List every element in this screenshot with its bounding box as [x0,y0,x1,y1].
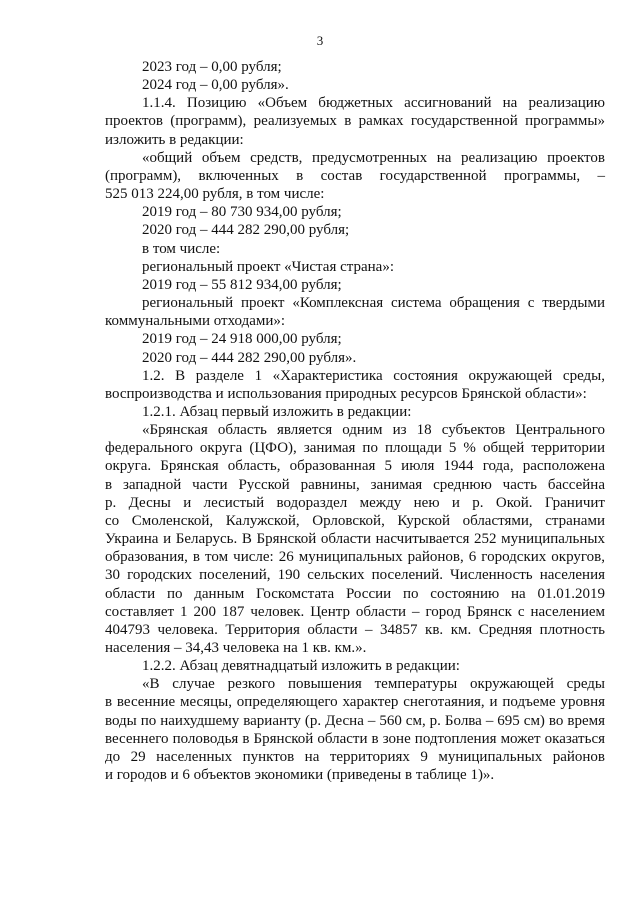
text-line: воспроизводства и использования природных ресурсов Брянской области»: [105,385,587,402]
text-line: весеннего половодья в Брянской области в зоне подтопления может оказаться [105,730,605,747]
document-body [105,58,605,784]
text-line: 2019 год – 55 812 934,00 рубля; [142,276,342,293]
text-line: в том числе: [142,240,221,257]
text-line: образования, в том числе: 26 муниципальных районов, 6 городских округов, [105,549,605,566]
text-line: федерального округа (ЦФО), занимая по площади 5 % общей территории [105,440,605,457]
text-line: изложить в редакции: [105,131,244,148]
text-line: округа. Брянская область, образованная 5 июля 1944 года, расположена [105,458,605,475]
text-line: коммунальными отходами»: [105,313,286,330]
text-line: 1.2. В разделе 1 «Характеристика состояния окружающей среды, [142,367,605,384]
text-line: «общий объем средств, предусмотренных на реализацию проектов [142,149,605,166]
text-line: в весенние месяцы, определяющего характер снеготаяния, и подъеме уровня [105,694,605,711]
text-line: региональный проект «Комплексная система обращения с твердыми [142,295,605,312]
text-line: воды по наихудшему варианту (р. Десна – 560 см, р. Болва – 695 см) во время [105,712,605,729]
text-line: «Брянская область является одним из 18 субъектов Центрального [142,422,605,439]
text-line: 2020 год – 444 282 290,00 рубля; [142,222,350,239]
text-line: Украина и Беларусь. В Брянской области насчитывается 252 муниципальных [105,531,605,548]
text-line: 525 013 224,00 рубля, в том числе: [105,186,325,203]
text-line: до 29 населенных пунктов на территориях 9 муниципальных районов [105,748,605,765]
page-number: 3 [316,33,324,48]
text-line: и городов и 6 объектов экономики (приведены в таблице 1)». [105,767,495,784]
text-line: населения – 34,43 человека на 1 кв. км.». [105,640,367,656]
text-line: 1.2.2. Абзац девятнадцатый изложить в редакции: [142,658,460,675]
text-line: области по данным Госкомстата России по состоянию на 01.01.2019 [105,585,605,602]
text-line: проектов (программ), реализуемых в рамках государственной программы» [105,113,605,130]
text-line: 404793 человека. Территория области – 34857 кв. км. Средняя плотность [105,621,605,638]
text-line: региональный проект «Чистая страна»: [142,258,395,275]
text-line: составляет 1 200 187 человек. Центр области – город Брянск с населением [105,603,605,620]
text-line: 2020 год – 444 282 290,00 рубля». [142,349,357,366]
text-line: 2019 год – 80 730 934,00 рубля; [142,204,342,221]
text-line: 1.2.1. Абзац первый изложить в редакции: [142,403,412,420]
text-line: р. Десны и лесистый водораздел между нею и р. Окой. Граничит [105,494,605,511]
text-line: в западной части Русской равнины, занимая среднюю часть бассейна [105,476,605,493]
text-line: 2024 год – 0,00 рубля». [142,77,289,94]
text-line: 2019 год – 24 918 000,00 рубля; [142,331,342,348]
text-line: 1.1.4. Позицию «Объем бюджетных ассигнований на реализацию [142,95,605,112]
text-line: со Смоленской, Калужской, Орловской, Курской областями, странами [105,512,605,529]
text-line: (программ), включенных в состав государственной программы, – [105,167,605,184]
text-line: 2023 год – 0,00 рубля; [142,59,282,75]
text-line: «В случае резкого повышения температуры окружающей среды [142,676,605,693]
text-line: 30 городских поселений, 190 сельских поселений. Численность населения [105,567,605,584]
